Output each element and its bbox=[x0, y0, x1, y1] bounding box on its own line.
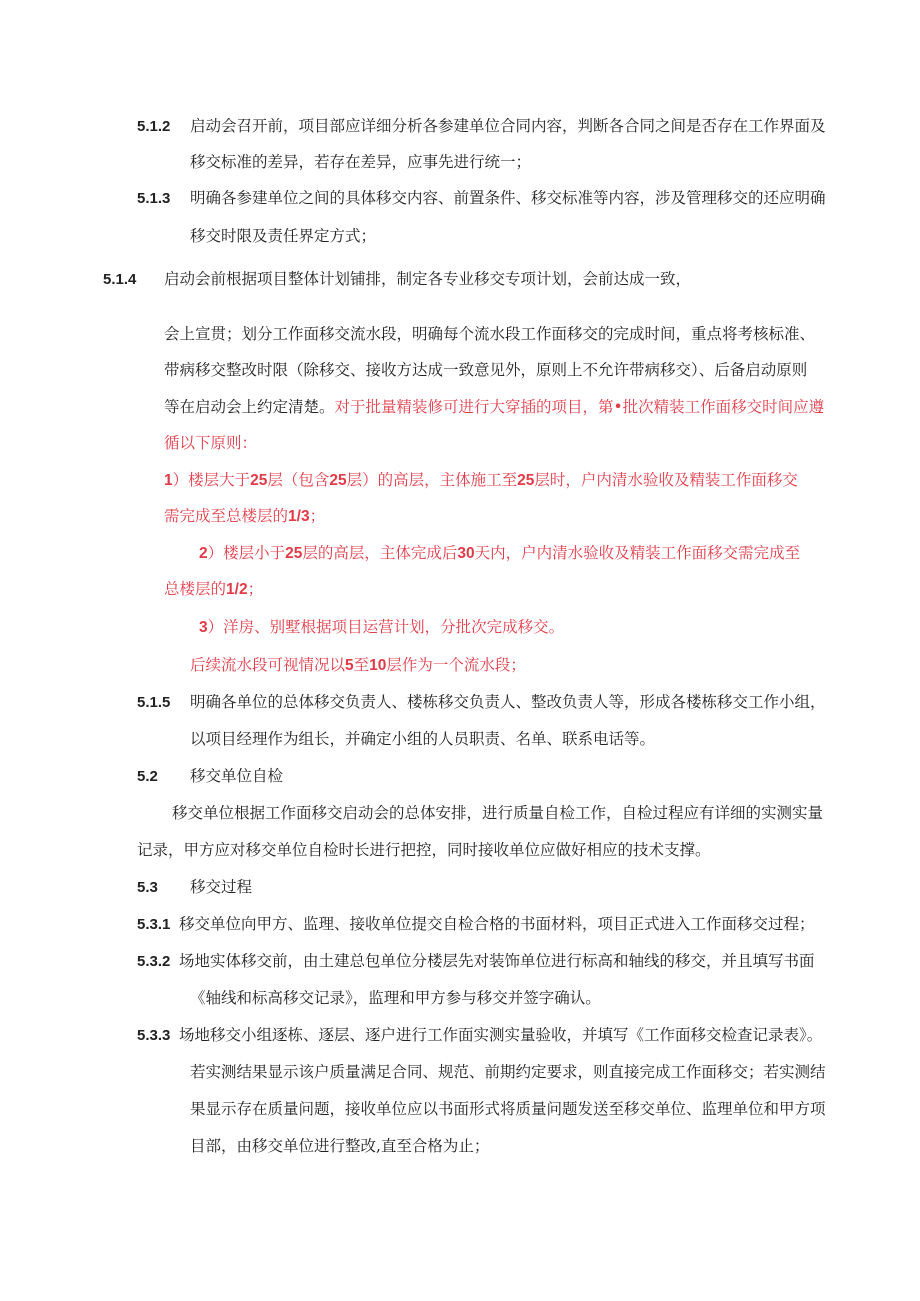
number-run: 1/2 bbox=[226, 581, 248, 598]
clause-number: 5.1.3 bbox=[137, 190, 171, 207]
section-number: 5.2 bbox=[137, 768, 158, 785]
paragraph-line: 《轴线和标高移交记录》，监理和甲方参与移交并签字确认。 bbox=[190, 989, 601, 1007]
number-run: 25 bbox=[250, 472, 268, 489]
text-run: 层）的高层，主体施工至 bbox=[346, 471, 518, 489]
number-run: 30 bbox=[457, 545, 475, 562]
rule-item-3 bbox=[199, 617, 564, 638]
section-title: 移交单位自检 bbox=[190, 767, 284, 785]
text-run: ）楼层小于 bbox=[207, 544, 286, 562]
paragraph-line: 目部，由移交单位进行整改,直至合格为止； bbox=[190, 1137, 490, 1155]
text-run: 天内，户内清水验收及精装工作面移交需完成至 bbox=[474, 544, 801, 562]
paragraph-line: 明确各单位的总体移交负责人、楼栋移交负责人、整改负责人等，形成各楼栋移交工作小组， bbox=[190, 693, 826, 711]
text-run: ）洋房、别墅根据项目运营计划，分批次完成移交。 bbox=[207, 618, 565, 636]
number-run: 1/3 bbox=[288, 508, 310, 525]
number-run: 25 bbox=[517, 472, 535, 489]
clause-number: 5.1.5 bbox=[137, 694, 171, 711]
clause-number: 5.1.4 bbox=[103, 271, 137, 288]
clause-number: 5.3.3 bbox=[137, 1027, 171, 1044]
text-run: 层时，户内清水验收及精装工作面移交 bbox=[534, 471, 798, 489]
number-run: 10 bbox=[369, 657, 387, 674]
paragraph-line: 带病移交整改时限（除移交、接收方达成一致意见外，原则上不允许带病移交）、后备启动原则 bbox=[164, 361, 808, 379]
rule-item-2-cont bbox=[164, 579, 263, 600]
highlighted-line: 循以下原则： bbox=[164, 434, 258, 452]
list-number: 2 bbox=[199, 545, 208, 562]
section-title: 移交过程 bbox=[190, 878, 253, 896]
number-run: 25 bbox=[329, 472, 347, 489]
paragraph-line: 果显示存在质量问题，接收单位应以书面形式将质量问题发送至移交单位、监理单位和甲方项 bbox=[190, 1100, 826, 1118]
text-run: 层（包含 bbox=[267, 471, 330, 489]
rule-item-1 bbox=[164, 470, 798, 491]
clause-number: 5.3.1 bbox=[137, 916, 171, 933]
text-run: ； bbox=[309, 507, 326, 525]
highlighted-text-run: 对于批量精装修可进行大穿插的项目，第•批次精装工作面移交时间应遵 bbox=[334, 398, 825, 416]
text-run: ； bbox=[247, 580, 264, 598]
section-number: 5.3 bbox=[137, 879, 158, 896]
paragraph-line: 移交单位向甲方、监理、接收单位提交自检合格的书面材料，项目正式进入工作面移交过程； bbox=[179, 915, 815, 933]
text-run: 后续流水段可视情况以 bbox=[190, 656, 346, 674]
text-run: 层作为一个流水段； bbox=[386, 656, 526, 674]
paragraph-line: 移交单位根据工作面移交启动会的总体安排，进行质量自检工作，自检过程应有详细的实测实量 bbox=[172, 804, 824, 822]
paragraph-line: 启动会前根据项目整体计划铺排，制定各专业移交专项计划，会前达成一致， bbox=[164, 270, 692, 288]
paragraph-line: 启动会召开前，项目部应详细分析各参建单位合同内容，判断各合同之间是否存在工作界面及 bbox=[190, 117, 826, 135]
text-run: 总楼层的 bbox=[164, 580, 227, 598]
clause-number: 5.3.2 bbox=[137, 953, 171, 970]
paragraph-line bbox=[164, 397, 824, 417]
clause-number: 5.1.2 bbox=[137, 118, 171, 135]
paragraph-line: 记录，甲方应对移交单位自检时长进行把控，同时接收单位应做好相应的技术支撑。 bbox=[137, 841, 711, 859]
rule-item-1-cont bbox=[164, 506, 325, 527]
paragraph-line: 移交标准的差异，若存在差异，应事先进行统一； bbox=[190, 153, 532, 171]
paragraph-line: 场地移交小组逐栋、逐层、逐户进行工作面实测实量验收，并填写《工作面移交检查记录表》。 bbox=[179, 1026, 823, 1044]
list-number: 3 bbox=[199, 619, 208, 636]
text-run: 等在启动会上约定清楚。 bbox=[164, 398, 335, 416]
paragraph-line: 移交时限及责任界定方式； bbox=[190, 227, 377, 245]
text-run: 至 bbox=[353, 656, 370, 674]
text-run: ）楼层大于 bbox=[172, 471, 251, 489]
number-run: 5 bbox=[345, 657, 354, 674]
paragraph-line: 场地实体移交前，由土建总包单位分楼层先对装饰单位进行标高和轴线的移交，并且填写书面 bbox=[179, 952, 815, 970]
paragraph-line: 会上宣贯；划分工作面移交流水段，明确每个流水段工作面移交的完成时间，重点将考核标准、 bbox=[164, 325, 816, 343]
list-number: 1 bbox=[164, 472, 173, 489]
flow-section-note bbox=[190, 655, 526, 676]
rule-item-2 bbox=[199, 543, 800, 564]
text-run: 需完成至总楼层的 bbox=[164, 507, 289, 525]
number-run: 25 bbox=[285, 545, 303, 562]
text-run: 层的高层，主体完成后 bbox=[302, 544, 458, 562]
paragraph-line: 明确各参建单位之间的具体移交内容、前置条件、移交标准等内容，涉及管理移交的还应明确 bbox=[190, 189, 826, 207]
paragraph-line: 以项目经理作为组长，并确定小组的人员职责、名单、联系电话等。 bbox=[190, 730, 656, 748]
paragraph-line: 若实测结果显示该户质量满足合同、规范、前期约定要求，则直接完成工作面移交；若实测结 bbox=[190, 1063, 826, 1081]
